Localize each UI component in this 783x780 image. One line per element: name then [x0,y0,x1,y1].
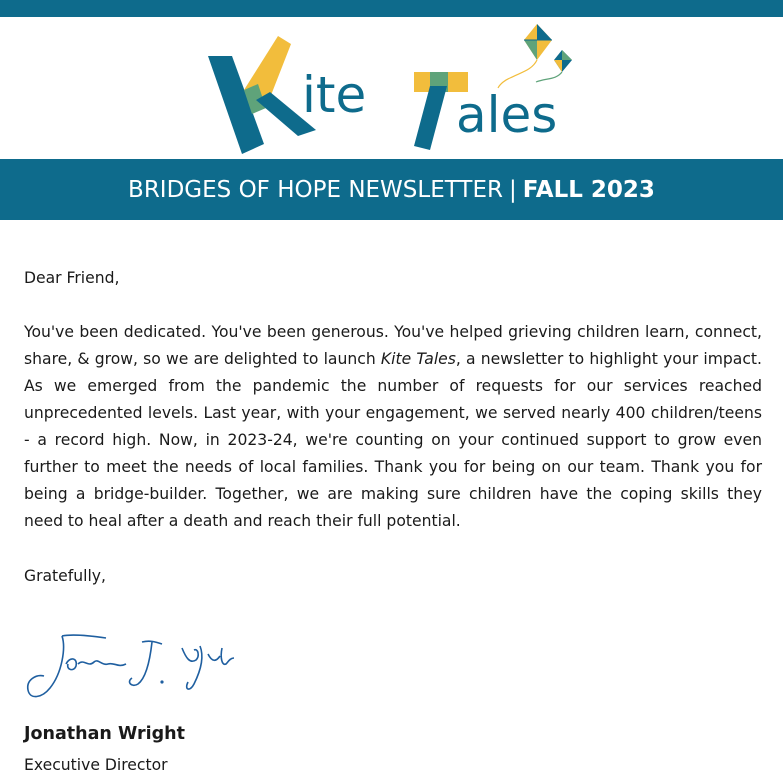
banner-title: BRIDGES OF HOPE NEWSLETTER [128,176,503,203]
signer-name: Jonathan Wright [24,724,185,744]
logo-word-ite: ite [302,66,367,124]
banner-season: FALL 2023 [522,176,655,203]
letter-content [24,265,762,590]
letter-body [24,319,762,535]
letter-closing: Gratefully, [24,567,106,585]
small-kite-icon [536,50,572,82]
handwritten-signature [22,628,242,708]
kite-tales-logo [200,22,590,157]
logo-t-stem [414,86,447,150]
letter-greeting: Dear Friend, [24,269,120,287]
signer-title: Executive Director [24,756,168,774]
letter-body-part1: You've been dedicated. You've been generous. You've helped grieving children learn, connect, share, & grow, so we are delighted to launch [24,323,762,368]
kite-icon [498,24,552,88]
newsletter-name: Kite Tales [380,350,456,368]
banner-separator: | [508,176,517,203]
letter-body-part2: , a newsletter to highlight your impact. As we emerged from the pandemic the number of requests for our services reached unprecedented levels. Last year, with your engagement, we served nearly 400 children/teens - a record high. Now, in 2023-24, we're counting on your continued support to grow even further to meet the needs of local families. Thank you for being on our team. Thank you for being a bridge-builder. Together, we are making sure children have the coping skills they need to heal after a death and reach their full potential. [24,350,762,530]
newsletter-banner [0,159,783,220]
logo-word-ales: ales [456,86,558,144]
top-accent-bar [0,0,783,17]
